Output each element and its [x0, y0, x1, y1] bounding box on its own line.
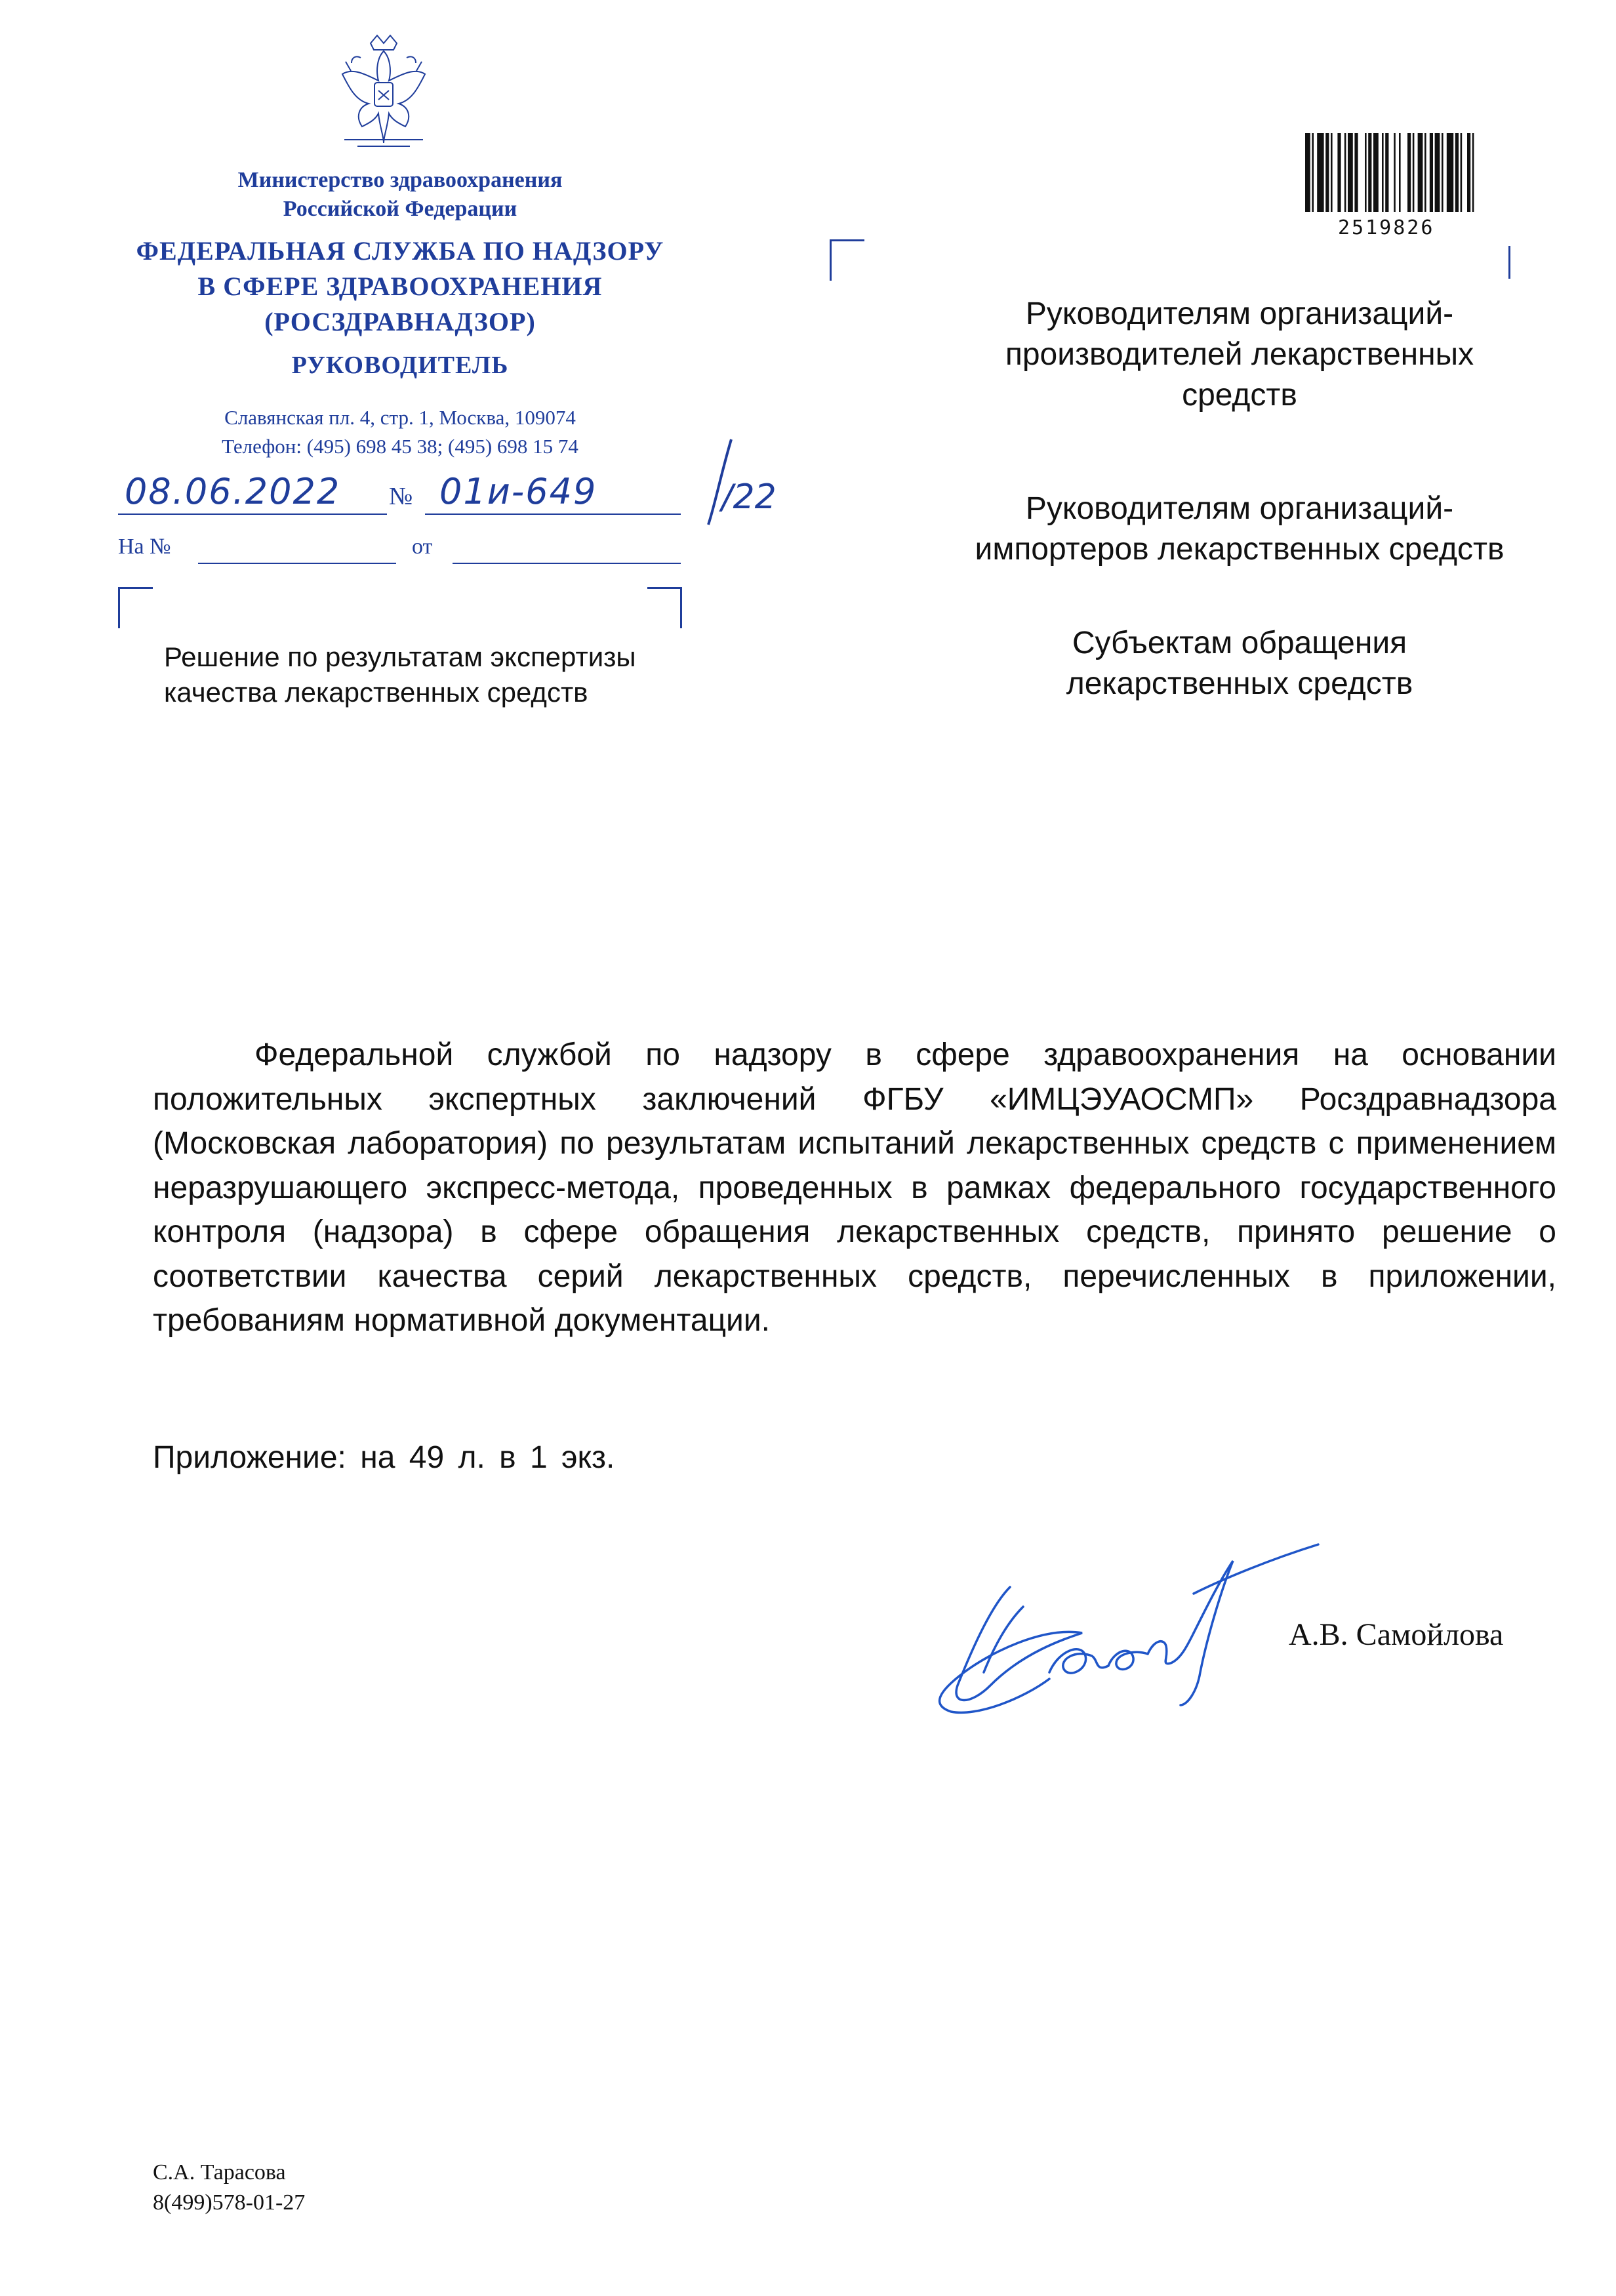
addressee-line: Руководителям организаций-	[1025, 491, 1454, 526]
barcode-bar	[1317, 133, 1323, 212]
barcode-bar	[1382, 133, 1384, 212]
addressee-line: Руководителям организаций-	[1025, 296, 1454, 331]
barcode-bar	[1472, 133, 1474, 212]
barcode-bar	[1348, 133, 1353, 212]
reply-from-label: от	[412, 534, 433, 559]
subject-corner-left	[118, 587, 153, 628]
addressee-line: Субъектам обращения	[1072, 626, 1407, 660]
letterhead-address: Славянская пл. 4, стр. 1, Москва, 109074	[224, 406, 576, 429]
ministry-line-1: Министерство здравоохранения	[237, 168, 563, 192]
letter-subject	[164, 639, 754, 710]
service-line-2: В СФЕРЕ ЗДРАВООХРАНЕНИЯ	[197, 272, 603, 301]
barcode-bar	[1430, 133, 1433, 212]
addressee-line: лекарственных средств	[1066, 666, 1413, 701]
addressee-manufacturers	[918, 294, 1561, 416]
barcode-bar	[1461, 133, 1463, 212]
barcode-bar	[1442, 133, 1444, 212]
barcode-bar	[1337, 133, 1341, 212]
address-corner-right	[1482, 246, 1510, 279]
barcode-bar	[1325, 133, 1329, 212]
barcode-bar	[1394, 133, 1396, 212]
reply-date-blank	[453, 563, 681, 564]
barcode-bar	[1354, 133, 1358, 212]
barcode-bar	[1418, 133, 1423, 212]
barcode-bar	[1312, 133, 1314, 212]
ministry-line-2: Российской Федерации	[283, 197, 517, 221]
registration-number: 01и-649	[439, 471, 597, 512]
signer-name: А.В. Самойлова	[1289, 1617, 1504, 1652]
service-line-3: (РОСЗДРАВНАДЗОР)	[264, 307, 536, 336]
barcode-bar	[1331, 133, 1333, 212]
registration-number-sign: №	[389, 483, 413, 510]
coat-of-arms-emblem	[331, 31, 436, 156]
barcode-bar	[1467, 133, 1470, 212]
addressee-line: производителей лекарственных	[1005, 337, 1474, 372]
handwritten-signature	[912, 1508, 1344, 1731]
service-line-1: ФЕДЕРАЛЬНАЯ СЛУЖБА ПО НАДЗОРУ	[136, 236, 664, 266]
executor-name: С.А. Тарасова	[153, 2160, 286, 2185]
barcode	[1305, 133, 1508, 212]
addressee-circulation-subjects	[918, 623, 1561, 704]
date-underline	[118, 514, 387, 515]
subject-corner-right	[647, 587, 682, 628]
addressee-line: средств	[1182, 378, 1297, 413]
reply-number-blank	[198, 563, 396, 564]
letterhead-contacts	[131, 403, 669, 461]
barcode-bar	[1424, 133, 1426, 212]
barcode-bar	[1305, 133, 1310, 212]
executor-phone: 8(499)578-01-27	[153, 2190, 306, 2215]
barcode-bar	[1435, 133, 1440, 212]
barcode-bar	[1344, 133, 1346, 212]
address-corner-left	[830, 239, 864, 281]
registration-date: 08.06.2022	[125, 471, 341, 512]
letterhead-phone: Телефон: (495) 698 45 38; (495) 698 15 74	[222, 435, 578, 458]
addressee-importers	[918, 489, 1561, 570]
barcode-bar	[1413, 133, 1415, 212]
barcode-bar	[1399, 133, 1401, 212]
service-name	[98, 233, 702, 340]
barcode-bar	[1365, 133, 1367, 212]
subject-line-2: качества лекарственных средств	[164, 677, 588, 708]
number-suffix-text: /22	[721, 477, 777, 517]
barcode-bar	[1368, 133, 1371, 212]
barcode-bar	[1385, 133, 1388, 212]
executor-info	[153, 2158, 305, 2218]
barcode-bar	[1447, 133, 1453, 212]
registration-number-suffix	[695, 433, 826, 531]
barcode-number: 2519826	[1338, 216, 1435, 239]
subject-line-1: Решение по результатам экспертизы	[164, 641, 636, 672]
barcode-bar	[1373, 133, 1379, 212]
attachment-note: Приложение: на 49 л. в 1 экз.	[153, 1440, 615, 1475]
addressee-line: импортеров лекарственных средств	[975, 532, 1505, 567]
number-underline	[425, 514, 681, 515]
reply-to-label: На №	[118, 534, 171, 559]
body-paragraph: Федеральной службой по надзору в сфере здравоохранения на основании положительных экспертных заключений ФГБУ «ИМЦЭУАОСМП» Росздравнадзора (Московская лаборатория) по результатам испытаний лекарственных средств с применением неразрушающего экспресс-метода, проведенных в рамках федерального государственного контроля (надзора) в сфере обращения лекарственных средств, принято решение о соответствии качества серий лекарственных средств, перечисленных в приложении, требованиям нормативной документации.	[153, 1037, 1556, 1338]
head-title: РУКОВОДИТЕЛЬ	[291, 352, 509, 379]
ministry-name	[171, 166, 630, 224]
barcode-bar	[1455, 133, 1459, 212]
barcode-bar	[1407, 133, 1411, 212]
